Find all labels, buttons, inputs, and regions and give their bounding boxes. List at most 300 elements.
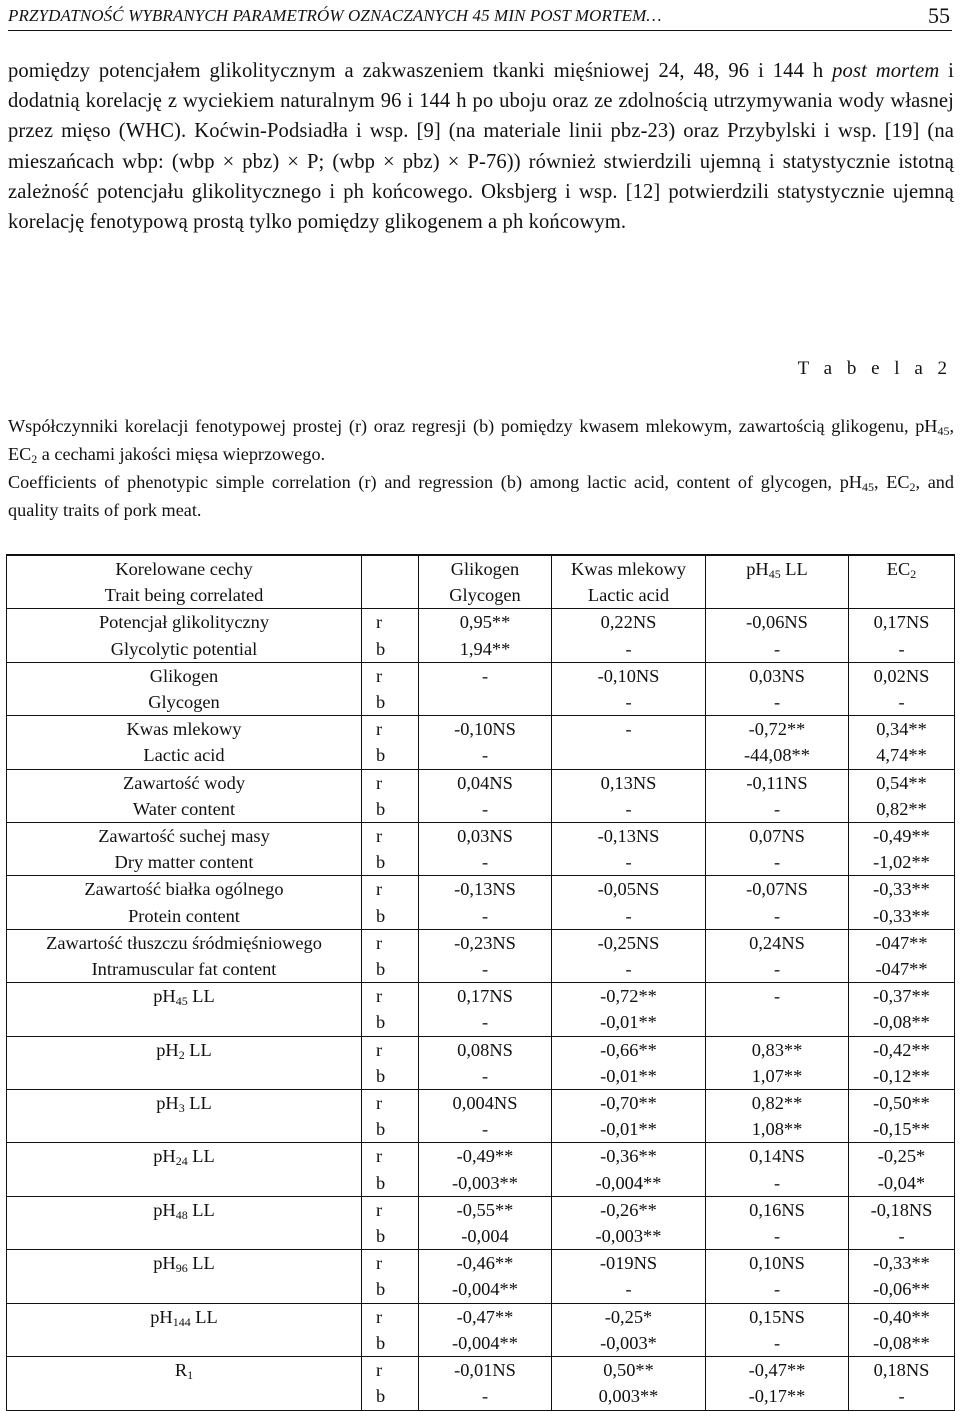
header-trait — [7, 555, 362, 609]
trait-base: pH — [150, 1306, 173, 1327]
lactic-acid-cell — [552, 1303, 706, 1356]
trait-sub: 45 — [175, 994, 188, 1009]
coef-r-label: r — [376, 1306, 383, 1327]
trait-cell — [7, 609, 362, 662]
ec2-cell-b: -0,06** — [873, 1279, 930, 1300]
trait-suffix: LL — [184, 1039, 212, 1060]
glycogen-cell-b: - — [481, 1065, 489, 1086]
trait-sub: 24 — [175, 1154, 188, 1169]
coef-r-label: r — [376, 719, 383, 740]
ec2-cell-b: -047** — [875, 959, 928, 980]
header-ph45-base: pH — [746, 559, 769, 579]
lactic-acid-cell — [552, 1036, 706, 1089]
ec2-cell — [849, 823, 955, 876]
trait-label-pl: Potencjał glikolityczny — [98, 612, 270, 633]
ec2-cell-b: -0,12** — [873, 1065, 930, 1086]
lactic-acid-cell-r: -0,70** — [600, 1093, 657, 1114]
coef-b-label: b — [376, 1119, 386, 1140]
trait-base: pH — [153, 1146, 176, 1167]
ph45-cell — [706, 983, 849, 1036]
running-header — [8, 4, 952, 31]
ph45-cell — [706, 1303, 849, 1356]
ph45-cell-b: - — [773, 692, 781, 713]
lactic-acid-cell-b: - — [625, 905, 632, 926]
trait-cell — [7, 662, 362, 715]
header-glycogen-en: Glycogen — [449, 585, 521, 606]
glycogen-cell-b: -0,003** — [452, 1172, 518, 1193]
lactic-acid-cell-b: -0,01** — [600, 1065, 657, 1086]
coef-b-label: b — [376, 1065, 386, 1086]
ph45-cell — [706, 1357, 849, 1410]
ph45-cell-b: 1,08** — [751, 1119, 803, 1140]
ph45-cell — [706, 1250, 849, 1303]
ph45-cell — [706, 1143, 849, 1196]
glycogen-cell — [419, 609, 552, 662]
coef-r-label: r — [376, 1039, 383, 1060]
ec2-cell-b: -0,04* — [877, 1172, 926, 1193]
coef-type-cell — [362, 1143, 419, 1196]
trait-suffix: LL — [187, 1146, 215, 1167]
lactic-acid-cell — [552, 1250, 706, 1303]
coef-b-label: b — [376, 798, 386, 819]
ec2-cell — [849, 1036, 955, 1089]
table-label: T a b e l a 2 — [797, 358, 952, 379]
trait-label-pl: Zawartość białka ogólnego — [84, 879, 284, 900]
ec2-cell-r: -0,40** — [873, 1306, 930, 1327]
ec2-cell-b: 0,82** — [876, 798, 927, 819]
trait-cell — [7, 1036, 362, 1089]
ec2-cell-b: - — [898, 638, 905, 659]
lactic-acid-cell-r: -0,66** — [600, 1039, 657, 1060]
header-glycogen-pl: Glikogen — [450, 559, 520, 579]
ec2-cell-b: -0,33** — [873, 905, 930, 926]
ph45-cell-r: -0,72** — [748, 719, 806, 740]
ec2-cell-r: 0,02NS — [873, 665, 930, 686]
trait-sub: 48 — [175, 1207, 188, 1222]
ph45-cell — [706, 609, 849, 662]
glycogen-cell-r: -0,46** — [456, 1253, 514, 1274]
coef-type-cell — [362, 1090, 419, 1143]
trait-label-pl: Kwas mlekowy — [126, 719, 242, 740]
glycogen-cell-r: 0,004NS — [452, 1093, 518, 1114]
trait-suffix: LL — [190, 1306, 218, 1327]
intro-italic: post mortem — [832, 60, 940, 82]
caption-en-text-b: , EC — [873, 472, 910, 492]
table-row — [7, 1036, 955, 1089]
header-ph45-suffix: LL — [780, 559, 808, 579]
coef-type-cell — [362, 1036, 419, 1089]
glycogen-cell — [419, 1143, 552, 1196]
ec2-cell-r: -0,37** — [873, 986, 930, 1007]
lactic-acid-cell-r: -0,25* — [604, 1306, 653, 1327]
ec2-cell — [849, 769, 955, 822]
glycogen-cell — [419, 1090, 552, 1143]
glycogen-cell-r: 0,17NS — [457, 986, 513, 1007]
trait-label-pl: Zawartość wody — [122, 772, 246, 793]
ec2-cell — [849, 876, 955, 929]
ec2-cell-b: -0,08** — [873, 1012, 930, 1033]
lactic-acid-cell-b: -0,01** — [600, 1119, 657, 1140]
coef-type-cell — [362, 609, 419, 662]
trait-sub: 1 — [187, 1368, 194, 1383]
coef-r-label: r — [376, 665, 383, 686]
glycogen-cell-b: - — [481, 905, 489, 926]
ec2-cell-b: - — [898, 692, 905, 713]
ph45-cell-r: -0,07NS — [746, 879, 808, 900]
glycogen-cell — [419, 1036, 552, 1089]
glycogen-cell — [419, 823, 552, 876]
glycogen-cell-r: 0,95** — [459, 612, 511, 633]
ph45-cell-b: -0,17** — [748, 1386, 806, 1407]
ec2-cell-r: -0,42** — [873, 1039, 930, 1060]
trait-cell — [7, 769, 362, 822]
ph45-cell-b: - — [773, 1332, 781, 1353]
ph45-cell-r: 0,07NS — [749, 826, 805, 847]
ph45-cell — [706, 662, 849, 715]
coef-b-label: b — [376, 1226, 386, 1247]
trait-label-en: Glycolytic potential — [110, 638, 258, 659]
caption-pl-sub-2: 2 — [31, 452, 38, 466]
header-glycogen — [419, 555, 552, 609]
ph45-cell — [706, 1090, 849, 1143]
lactic-acid-cell-b: - — [625, 798, 632, 819]
coef-type-cell — [362, 929, 419, 982]
correlation-table — [6, 554, 955, 1411]
coef-type-cell — [362, 1357, 419, 1410]
ec2-cell-r: 0,17NS — [873, 612, 930, 633]
lactic-acid-cell-b: - — [625, 692, 632, 713]
ph45-cell-r: -0,47** — [748, 1360, 806, 1381]
table-row — [7, 823, 955, 876]
ec2-cell — [849, 1303, 955, 1356]
table-header-row — [7, 555, 955, 609]
glycogen-cell — [419, 769, 552, 822]
coef-r-label: r — [376, 1093, 383, 1114]
trait-cell — [7, 983, 362, 1036]
trait-label-en: Intramuscular fat content — [91, 959, 277, 980]
trait-label-en: Protein content — [128, 905, 240, 926]
caption-en-text-a: Coefficients of phenotypic simple correlation (r) and regression (b) among lactic acid, content of glycogen, pH — [8, 472, 862, 492]
coef-b-label: b — [376, 638, 386, 659]
coef-type-cell — [362, 1196, 419, 1249]
table-row — [7, 662, 955, 715]
ph45-cell-r: 0,16NS — [749, 1199, 805, 1220]
ec2-cell — [849, 1143, 955, 1196]
ec2-cell-b: - — [898, 1386, 905, 1407]
running-title: PRZYDATNOŚĆ WYBRANYCH PARAMETRÓW OZNACZANYCH 45 MIN POST MORTEM… — [8, 6, 662, 25]
ec2-cell-r: 0,54** — [876, 772, 927, 793]
ec2-cell — [849, 1196, 955, 1249]
coef-b-label: b — [376, 852, 386, 873]
coef-type-cell — [362, 823, 419, 876]
trait-sub: 144 — [172, 1314, 191, 1329]
header-ec2 — [849, 555, 955, 609]
lactic-acid-cell-b: 0,003** — [598, 1386, 659, 1407]
lactic-acid-cell — [552, 1357, 706, 1410]
lactic-acid-cell-b: - — [625, 852, 632, 873]
glycogen-cell — [419, 662, 552, 715]
coef-b-label: b — [376, 692, 386, 713]
glycogen-cell-r: -0,55** — [456, 1199, 514, 1220]
ec2-cell-r: -0,33** — [873, 1253, 930, 1274]
trait-suffix: LL — [184, 1093, 212, 1114]
glycogen-cell-r: 0,08NS — [457, 1039, 513, 1060]
ec2-cell — [849, 662, 955, 715]
ph45-cell-b: 1,07** — [751, 1065, 803, 1086]
ec2-cell-r: -0,25* — [877, 1146, 926, 1167]
caption-en-text-c: , and quality traits of pork meat. — [8, 472, 954, 520]
ec2-cell-r: -047** — [875, 932, 928, 953]
table-row — [7, 769, 955, 822]
lactic-acid-cell-value: - — [625, 719, 632, 740]
caption-pl-text-b: , EC — [8, 416, 954, 464]
ph45-cell-b: - — [773, 638, 781, 659]
glycogen-cell-r: -0,49** — [456, 1146, 514, 1167]
trait-base: pH — [153, 1253, 176, 1274]
glycogen-cell-r: -0,47** — [456, 1306, 514, 1327]
coef-r-label: r — [376, 826, 383, 847]
trait-sub: 3 — [178, 1101, 185, 1116]
coef-r-label: r — [376, 612, 383, 633]
coef-b-label: b — [376, 905, 386, 926]
coef-r-label: r — [376, 1253, 383, 1274]
lactic-acid-cell-r: -0,26** — [600, 1199, 657, 1220]
trait-sub: 96 — [175, 1261, 188, 1276]
lactic-acid-cell-b: -0,01** — [600, 1012, 657, 1033]
coef-b-label: b — [376, 745, 386, 766]
lactic-acid-cell-r: 0,22NS — [600, 612, 657, 633]
lactic-acid-cell-r: -0,25NS — [597, 932, 660, 953]
table-row — [7, 1143, 955, 1196]
trait-sub: 2 — [178, 1047, 185, 1062]
glycogen-cell-b: -0,004 — [461, 1226, 509, 1247]
glycogen-cell-value: - — [481, 665, 489, 686]
glycogen-cell-b: - — [481, 1119, 489, 1140]
glycogen-cell-b: - — [481, 1012, 489, 1033]
page-number: 55 — [928, 3, 950, 28]
caption-pl-text-a: Współczynniki korelacji fenotypowej prostej (r) oraz regresji (b) pomiędzy kwasem mlekowym, zawartością glikogenu, pH — [8, 416, 938, 436]
table-row — [7, 983, 955, 1036]
trait-label-pl: Zawartość suchej masy — [98, 826, 270, 847]
lactic-acid-cell-b: -0,003* — [600, 1332, 657, 1353]
ph45-cell-r: 0,83** — [751, 1039, 803, 1060]
glycogen-cell-r: -0,01NS — [454, 1360, 516, 1381]
coef-r-label: r — [376, 772, 383, 793]
lactic-acid-cell — [552, 662, 706, 715]
table-row — [7, 1303, 955, 1356]
lactic-acid-cell — [552, 876, 706, 929]
trait-label-pl: Zawartość tłuszczu śródmięśniowego — [46, 932, 322, 953]
lactic-acid-cell-r: -019NS — [599, 1253, 658, 1274]
ph45-cell — [706, 876, 849, 929]
caption-pl-text-c: a cechami jakości mięsa wieprzowego. — [37, 444, 326, 464]
ec2-cell — [849, 983, 955, 1036]
glycogen-cell-r: -0,23NS — [454, 932, 516, 953]
coef-r-label: r — [376, 879, 383, 900]
trait-cell — [7, 823, 362, 876]
ec2-cell-r: -0,33** — [873, 879, 930, 900]
coef-r-label: r — [376, 986, 383, 1007]
lactic-acid-cell-b: - — [625, 638, 632, 659]
lactic-acid-cell-b: -0,004** — [595, 1172, 662, 1193]
caption-en-sub-2: 2 — [909, 480, 916, 494]
glycogen-cell-b: 1,94** — [459, 638, 511, 659]
ec2-cell — [849, 716, 955, 769]
glycogen-cell — [419, 983, 552, 1036]
trait-base: pH — [153, 986, 176, 1007]
trait-label-en: Lactic acid — [143, 745, 225, 766]
coef-type-cell — [362, 1250, 419, 1303]
table-row — [7, 1250, 955, 1303]
ph45-cell — [706, 929, 849, 982]
lactic-acid-cell — [552, 609, 706, 662]
ec2-cell-r: 0,34** — [876, 719, 927, 740]
trait-cell — [7, 1250, 362, 1303]
ph45-cell — [706, 823, 849, 876]
ph45-cell-r: -0,11NS — [746, 772, 808, 793]
caption-en-sub-45: 45 — [861, 480, 874, 494]
glycogen-cell — [419, 1357, 552, 1410]
glycogen-cell-r: -0,10NS — [454, 719, 516, 740]
ec2-cell — [849, 1357, 955, 1410]
trait-label-pl: Glikogen — [149, 665, 219, 686]
ec2-cell — [849, 929, 955, 982]
ph45-cell-r: 0,82** — [751, 1093, 803, 1114]
ec2-cell-r: -0,49** — [873, 826, 930, 847]
ec2-cell — [849, 609, 955, 662]
coef-type-cell — [362, 1303, 419, 1356]
lactic-acid-cell — [552, 929, 706, 982]
header-lactic — [552, 555, 706, 609]
ph45-cell-b: - — [773, 905, 781, 926]
coef-type-cell — [362, 983, 419, 1036]
trait-cell — [7, 716, 362, 769]
ph45-cell-b: - — [773, 1172, 781, 1193]
lactic-acid-cell — [552, 769, 706, 822]
glycogen-cell-b: - — [481, 852, 489, 873]
ec2-cell — [849, 1250, 955, 1303]
table-row — [7, 1196, 955, 1249]
ph45-cell-b: - — [773, 798, 781, 819]
lactic-acid-cell-r: 0,13NS — [600, 772, 657, 793]
ph45-cell — [706, 1036, 849, 1089]
coef-r-label: r — [376, 932, 383, 953]
trait-suffix: LL — [187, 1199, 215, 1220]
ph45-cell-b: -44,08** — [744, 745, 810, 766]
caption-pl-sub-45: 45 — [937, 424, 950, 438]
trait-cell — [7, 929, 362, 982]
lactic-acid-cell-r: -0,10NS — [597, 665, 660, 686]
ec2-cell-b: 4,74** — [876, 745, 927, 766]
header-trait-en: Trait being correlated — [104, 585, 264, 606]
ph45-cell-b: - — [773, 959, 781, 980]
glycogen-cell-b: -0,004** — [452, 1332, 518, 1353]
glycogen-cell — [419, 1196, 552, 1249]
ec2-cell — [849, 1090, 955, 1143]
trait-base: pH — [156, 1039, 179, 1060]
trait-cell — [7, 876, 362, 929]
coef-type-cell — [362, 876, 419, 929]
header-rb — [362, 555, 419, 609]
glycogen-cell-b: - — [481, 798, 489, 819]
trait-cell — [7, 1303, 362, 1356]
glycogen-cell-b: - — [481, 1386, 489, 1407]
header-ph45-sub: 45 — [768, 567, 781, 581]
trait-cell — [7, 1143, 362, 1196]
lactic-acid-cell — [552, 1090, 706, 1143]
coef-type-cell — [362, 716, 419, 769]
trait-base: pH — [156, 1093, 179, 1114]
lactic-acid-cell-r: 0,50** — [603, 1360, 654, 1381]
ph45-cell-r: -0,06NS — [746, 612, 808, 633]
glycogen-cell-b: -0,004** — [452, 1279, 518, 1300]
ph45-cell-r: 0,03NS — [749, 665, 805, 686]
ph45-cell-r: 0,14NS — [749, 1146, 805, 1167]
ph45-cell — [706, 769, 849, 822]
lactic-acid-cell-b: - — [625, 1279, 632, 1300]
glycogen-cell — [419, 929, 552, 982]
lactic-acid-cell — [552, 983, 706, 1036]
trait-suffix: LL — [187, 1253, 215, 1274]
coef-b-label: b — [376, 1386, 386, 1407]
lactic-acid-cell — [552, 823, 706, 876]
ph45-cell-r: 0,24NS — [749, 932, 805, 953]
trait-label-en: Glycogen — [148, 692, 220, 713]
lactic-acid-cell-r: -0,05NS — [597, 879, 660, 900]
glycogen-cell — [419, 1250, 552, 1303]
header-trait-pl: Korelowane cechy — [115, 559, 253, 579]
lactic-acid-cell — [552, 1143, 706, 1196]
lactic-acid-cell-r: -0,72** — [600, 986, 657, 1007]
header-ec2-base: EC — [886, 559, 911, 579]
trait-suffix: LL — [187, 986, 215, 1007]
coef-b-label: b — [376, 1172, 386, 1193]
header-ph45 — [706, 555, 849, 609]
table-row — [7, 876, 955, 929]
coef-b-label: b — [376, 1279, 386, 1300]
coef-b-label: b — [376, 1012, 386, 1033]
coef-r-label: r — [376, 1199, 383, 1220]
ph45-cell-b: - — [773, 1279, 781, 1300]
header-lactic-pl: Kwas mlekowy — [571, 559, 686, 579]
intro-text-2: i dodatnią korelację z wyciekiem naturalnym 96 i 144 h po uboju oraz ze zdolnością utrzymywania wody własnej przez mięso (WHC). Koćwin-Podsiadła i wsp. [9] (na materiale linii pbz-23) oraz Przybylski i wsp. [19] (na mieszańcach wbp: (wbp × pbz) × P; (wbp × pbz) × P-76)) również stwierdzili ujemną i statystycznie istotną zależność potencjału glikolitycznego i ph końcowego. Oksbjerg i wsp. [12] potwierdzili statystycznie ujemną korelację fenotypową prostą tylko pomiędzy glikogenem a ph końcowym. — [8, 60, 955, 234]
coef-r-label: r — [376, 1360, 383, 1381]
ph45-cell — [706, 1196, 849, 1249]
ph45-cell-r: 0,15NS — [749, 1306, 805, 1327]
header-lactic-en: Lactic acid — [587, 585, 670, 606]
glycogen-cell-b: - — [481, 745, 489, 766]
trait-base: pH — [153, 1199, 176, 1220]
ph45-cell — [706, 716, 849, 769]
coef-type-cell — [362, 769, 419, 822]
intro-paragraph — [8, 56, 954, 237]
trait-base: R — [174, 1360, 188, 1381]
table-row — [7, 716, 955, 769]
table-row — [7, 1357, 955, 1410]
trait-cell — [7, 1357, 362, 1410]
caption-english — [8, 468, 954, 524]
ec2-cell-b: - — [898, 1226, 905, 1247]
table-row — [7, 609, 955, 662]
trait-label-en: Dry matter content — [114, 852, 254, 873]
ph45-cell-value: - — [773, 986, 781, 1007]
trait-label-en: Water content — [132, 798, 236, 819]
lactic-acid-cell-r: -0,13NS — [597, 826, 660, 847]
ph45-cell-b: - — [773, 852, 781, 873]
ec2-cell-b: -0,15** — [873, 1119, 930, 1140]
ec2-cell-r: 0,18NS — [873, 1360, 930, 1381]
table-row — [7, 929, 955, 982]
